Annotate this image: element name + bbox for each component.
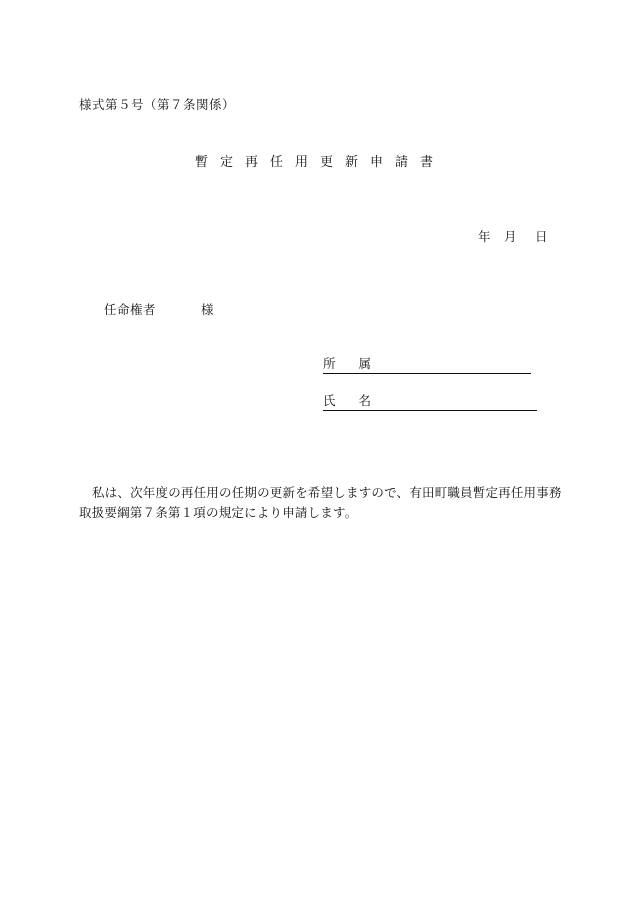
form-number: 様式第５号（第７条関係） xyxy=(79,97,236,112)
date-year-label: 年 xyxy=(478,229,491,244)
addressee-name: 任命権者 xyxy=(104,302,157,317)
affiliation-label-char-2: 属 xyxy=(358,356,371,371)
name-field[interactable] xyxy=(323,391,537,411)
date-day-label: 日 xyxy=(535,229,548,244)
name-input-line[interactable] xyxy=(371,392,537,411)
name-label-char-1: 氏 xyxy=(323,393,336,408)
affiliation-label-char-1: 所 xyxy=(323,356,336,371)
document-title: 暫定再任用更新申請書 xyxy=(195,155,446,170)
date-month-label: 月 xyxy=(504,229,517,244)
request-statement xyxy=(79,483,562,523)
name-label xyxy=(323,392,371,411)
request-statement-line-1: 私は、次年度の再任用の任期の更新を希望しますので、有田町職員暫定再任用事務 xyxy=(92,485,562,500)
affiliation-field[interactable] xyxy=(323,354,531,374)
affiliation-input-line[interactable] xyxy=(371,355,531,374)
request-statement-line-2: 取扱要綱第７条第１項の規定により申請します。 xyxy=(79,505,358,520)
name-label-char-2: 名 xyxy=(358,393,371,408)
affiliation-label xyxy=(323,355,371,374)
addressee-honorific: 様 xyxy=(201,302,214,317)
